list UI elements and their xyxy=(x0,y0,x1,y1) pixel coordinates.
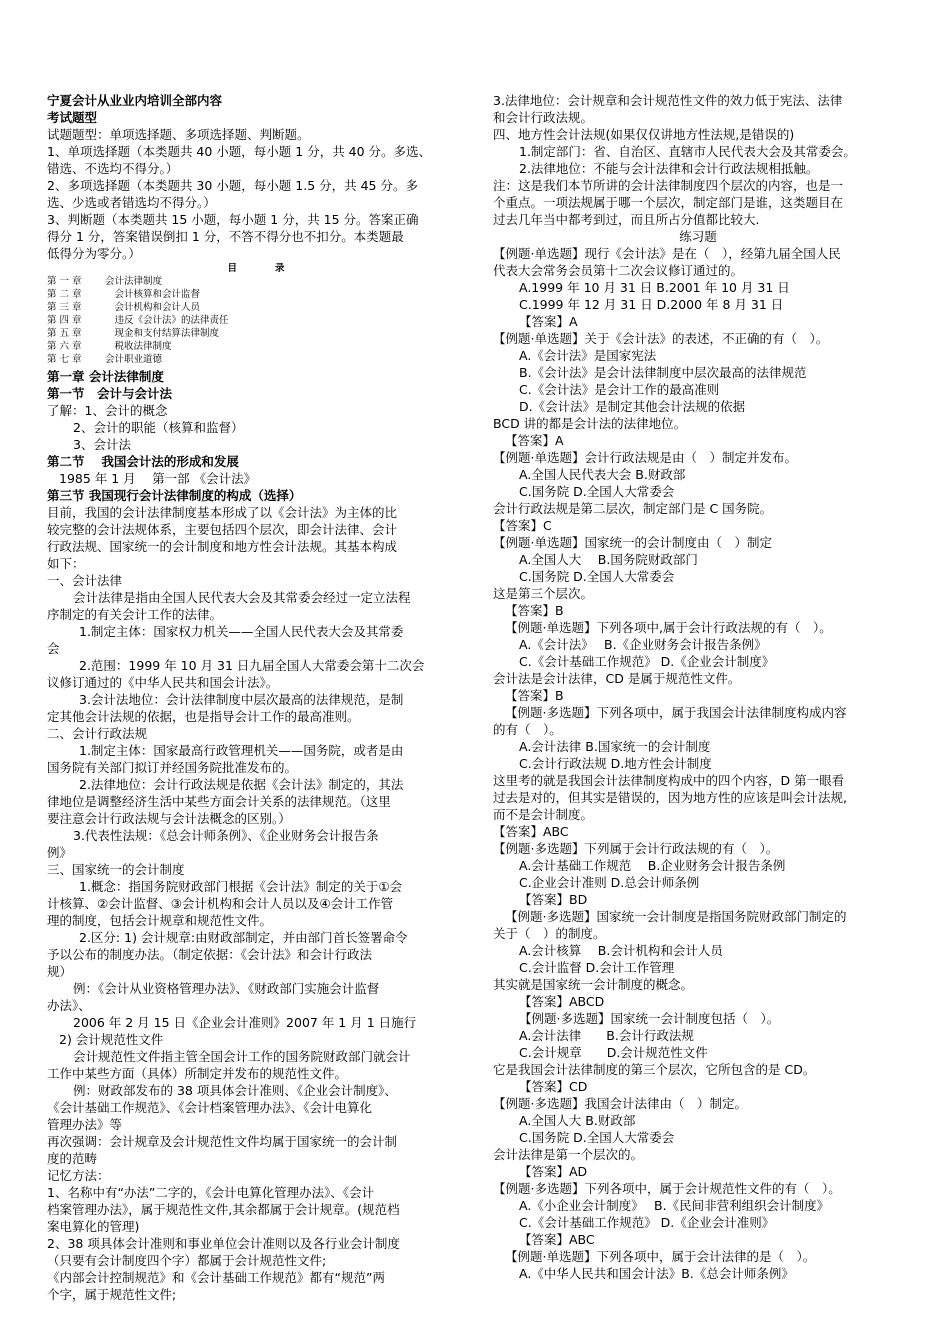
toc-chapter-title: 税收法律制度 xyxy=(105,341,172,352)
right-column xyxy=(493,92,903,1282)
left-text-line: 再次强调：会计规章及会计规范性文件均属于国家统一的会计制 xyxy=(47,1134,398,1149)
left-text-line: 得分 1 分，答案错误倒扣 1 分，不答不得分也不扣分。本类题最 xyxy=(47,229,404,244)
right-text-line: 【答案】ABCD xyxy=(519,994,605,1009)
right-text-line: 【答案】CD xyxy=(519,1079,588,1094)
left-text-line: 行政法规、国家统一的会计制度和地方性会计法规。其基本构成 xyxy=(47,539,398,554)
toc-chapter-title: 会计核算和会计监督 xyxy=(105,289,201,300)
right-text-line: 【例题·多选题】国家统一会计制度包括（ ）。 xyxy=(519,1011,780,1026)
left-text-line: 议修订通过的《中华人民共和国会计法》。 xyxy=(47,675,279,690)
left-text-line: 第一节 会计与会计法 xyxy=(47,386,173,401)
toc-chapter-number: 第 五 章 xyxy=(47,328,82,339)
left-text-line: 如下： xyxy=(47,556,85,571)
right-text-line: D.《会计法》是制定其他会计法规的依据 xyxy=(519,399,746,414)
right-text-line: C.企业会计准则 D.总会计师条例 xyxy=(519,875,700,890)
right-text-line: 过去几年当中都考到过，而且所占分值都比较大. xyxy=(493,212,760,227)
right-text-line: 而不是会计制度。 xyxy=(493,807,594,822)
left-text-line: 目前，我国的会计法律制度基本形成了以《会计法》为主体的比 xyxy=(47,505,398,520)
left-text-line: 目 录 xyxy=(227,263,285,274)
toc-chapter-title: 会计法律制度 xyxy=(105,276,163,287)
right-text-line: 【例题·多选题】下列各项中，属于我国会计法律制度构成内容 xyxy=(505,705,847,720)
left-text-line xyxy=(47,340,465,353)
right-text-line: 【答案】A xyxy=(505,433,564,448)
right-text-line: 【例题·单选题】会计行政法规是由（ ）制定并发布。 xyxy=(493,450,797,465)
left-text-line: 记忆方法： xyxy=(47,1168,110,1183)
right-text-line: A.1999 年 10 月 31 日 B.2001 年 10 月 31 日 xyxy=(519,280,790,295)
left-text-line: 律地位是调整经济生活中某些方面会计关系的法律规范。（这里 xyxy=(47,794,391,809)
left-text-line: 例：《会计从业资格管理办法》、《财政部门实施会计监督 xyxy=(73,981,380,996)
right-text-line: A.会计法律 B.国家统一的会计制度 xyxy=(519,739,711,754)
left-text-line: 计核算、②会计监督、③会计机构和会计人员以及④会计工作管 xyxy=(47,896,394,911)
left-text-line: 1.制定主体：国家最高行政管理机关——国务院，或者是由 xyxy=(79,743,404,758)
left-text-line: 3.会计法地位：会计法律制度中层次最高的法律规范，是制 xyxy=(79,692,404,707)
right-text-line: 四、地方性会计法规(如果仅仅讲地方性法规,是错误的) xyxy=(493,127,795,142)
right-text-line: A.《会计法》 B.《企业财务会计报告条例》 xyxy=(519,637,767,652)
right-text-line: A.《中华人民共和国会计法》B.《总会计师条例》 xyxy=(519,1266,794,1281)
right-text-line: 会计行政法规是第二层次，制定部门是 C 国务院。 xyxy=(493,501,773,516)
toc-chapter-number: 第 六 章 xyxy=(47,341,82,352)
toc-chapter-title: 违反《会计法》的法律责任 xyxy=(105,315,229,326)
left-text-line: 2、会计的职能（核算和监督） xyxy=(73,420,244,435)
left-text-line: 3、判断题（本类题共 15 小题，每小题 1 分，共 15 分。答案正确 xyxy=(47,212,419,227)
right-text-line: 【答案】B xyxy=(505,603,564,618)
right-text-line: A.会计法律 B.会计行政法规 xyxy=(519,1028,694,1043)
right-text-line: 【例题·单选题】下列各项中,属于会计行政法规的有（ ）。 xyxy=(505,620,832,635)
right-text-line: 其实就是国家统一会计制度的概念。 xyxy=(493,977,694,992)
left-text-line: 二、会计行政法规 xyxy=(47,726,148,741)
left-text-line: 序制定的有关会计工作的法律。 xyxy=(47,607,223,622)
left-text-line: 3.代表性法规：《总会计师条例》、《企业财务会计报告条 xyxy=(73,828,379,843)
left-text-line: （只要有会计制度四个字）都属于会计规范性文件; xyxy=(47,1253,327,1268)
right-text-line: 【答案】A xyxy=(519,314,578,329)
left-text-line: 一、会计法律 xyxy=(47,573,123,588)
left-text-line: 规） xyxy=(47,964,73,979)
right-text-line: C.《会计基础工作规范》 D.《企业会计准则》 xyxy=(519,1215,775,1230)
right-text-line: 【例题·多选题】国家统一会计制度是指国务院财政部门制定的 xyxy=(505,909,847,924)
right-text-line: 【例题·单选题】国家统一的会计制度由（ ）制定 xyxy=(493,535,772,550)
toc-chapter-number: 第 四 章 xyxy=(47,315,82,326)
left-text-line: 会计规范性文件指主管全国会计工作的国务院财政部门就会计 xyxy=(73,1049,411,1064)
left-text-line: 予以公布的制度办法。（制定依据：《会计法》和会计行政法 xyxy=(47,947,373,962)
right-text-line: 这里考的就是我国会计法律制度构成中的四个内容，D 第一眼看 xyxy=(493,773,845,788)
right-text-line: 【答案】ABC xyxy=(493,824,569,839)
left-text-line: 会计法律是指由全国人民代表大会及其常委会经过一定立法程 xyxy=(73,590,411,605)
left-text-line: 了解：1、会计的概念 xyxy=(47,403,168,418)
right-text-line: 【答案】B xyxy=(505,688,564,703)
left-text-line: 《会计基础工作规范》、《会计档案管理办法》、《会计电算化 xyxy=(47,1100,373,1115)
left-text-line: 2.区分: 1) 会计规章:由财政部制定，并由部门首长签署命令 xyxy=(79,930,408,945)
right-text-line: 过去是对的，但其实是错误的，因为地方性的应该是叫会计法规, xyxy=(493,790,847,805)
left-text-line: 3、会计法 xyxy=(73,437,131,452)
left-text-line xyxy=(47,327,465,340)
left-text-line: 2) 会计规范性文件 xyxy=(59,1032,164,1047)
right-text-line: 2.法律地位：不能与会计法律和会计行政法规相抵触。 xyxy=(519,161,819,176)
left-text-line: 低得分为零分。） xyxy=(47,246,141,261)
toc-chapter-title: 会计职业道德 xyxy=(105,354,163,365)
left-text-line: 个字，属于规范性文件; xyxy=(47,1287,177,1302)
right-text-line: 【答案】BD xyxy=(519,892,588,907)
left-text-line: 定其他会计法规的依据，也是指导会计工作的最高准则。 xyxy=(47,709,360,724)
left-text-line: 试题题型：单项选择题、多项选择题、判断题。 xyxy=(47,127,310,142)
left-text-line: 2.范围：1999 年 10 月 31 日九届全国人大常委会第十二次会 xyxy=(79,658,425,673)
right-text-line: A.全国人大 B.财政部 xyxy=(519,1113,636,1128)
left-text-line: 档案管理办法》，属于规范性文件,其余都属于会计规章。(规范档 xyxy=(47,1202,400,1217)
left-text-line: 错选、不选均不得分。） xyxy=(47,161,179,176)
right-text-line: 代表大会常务会员第十二次会议修订通过的。 xyxy=(493,263,744,278)
right-text-line: 个重点。一项法规属于哪一个层次，制定部门是谁，这类题目在 xyxy=(493,195,844,210)
right-text-line: 关于（ ）的制度。 xyxy=(493,926,606,941)
left-text-line: 宁夏会计从业业内培训全部内容 xyxy=(47,93,223,108)
left-text-line: 国务院有关部门拟订并经国务院批准发布的。 xyxy=(47,760,298,775)
right-text-line: 【例题·多选题】我国会计法律由（ ）制定。 xyxy=(493,1096,747,1111)
right-text-line: 的有（ ）。 xyxy=(493,722,562,737)
left-text-line: 较完整的会计法规体系，主要包括四个层次，即会计法律、会计 xyxy=(47,522,398,537)
left-text-line: 例：财政部发布的 38 项具体会计准则、《企业会计制度》、 xyxy=(73,1083,397,1098)
right-text-line: 注：这是我们本节所讲的会计法律制度四个层次的内容，也是一 xyxy=(493,178,844,193)
right-text-line: 它是我国会计法律制度的第三个层次，它所包含的是 CD。 xyxy=(493,1062,816,1077)
right-text-line: A.《小企业会计制度》 B.《民间非营利组织会计制度》 xyxy=(519,1198,830,1213)
left-text-line: 办法》、 xyxy=(47,998,91,1013)
left-text-line: 例》 xyxy=(47,845,73,860)
left-text-line xyxy=(47,353,465,366)
right-text-line: 【答案】C xyxy=(493,518,552,533)
left-text-line: 第一章 会计法律制度 xyxy=(47,369,164,384)
right-text-line: 1.制定部门：省、自治区、直辖市人民代表大会及其常委会。 xyxy=(519,144,856,159)
left-text-line xyxy=(47,275,465,288)
left-text-line: 会 xyxy=(47,641,60,656)
left-text-line: 1.概念：指国务院财政部门根据《会计法》制定的关于①会 xyxy=(79,879,403,894)
right-text-line: C.会计行政法规 D.地方性会计制度 xyxy=(519,756,712,771)
right-text-line: 会计法律是第一个层次的。 xyxy=(493,1147,644,1162)
left-text-line: 三、国家统一的会计制度 xyxy=(47,862,185,877)
left-text-line: 理的制度，包括会计规章和规范性文件。 xyxy=(47,913,273,928)
right-text-line: 【例题·多选题】下列各项中，属于会计规范性文件的有（ ）。 xyxy=(493,1181,841,1196)
left-text-line: 2006 年 2 月 15 日《企业会计准则》2007 年 1 月 1 日施行 xyxy=(73,1015,417,1030)
left-text-line xyxy=(47,301,465,314)
left-text-line xyxy=(47,288,465,301)
toc-chapter-title: 现金和支付结算法律制度 xyxy=(105,328,220,339)
left-text-line: 1985 年 1 月 第一部 《会计法》 xyxy=(59,471,257,486)
left-text-line: 1、名称中有“办法”二字的，《会计电算化管理办法》、《会计 xyxy=(47,1185,375,1200)
right-text-line: C.会计规章 D.会计规范性文件 xyxy=(519,1045,708,1060)
left-text-line: 2、38 项具体会计准则和事业单位会计准则以及各行业会计制度 xyxy=(47,1236,400,1251)
right-text-line: 【答案】AD xyxy=(519,1164,588,1179)
toc-chapter-number: 第 二 章 xyxy=(47,289,82,300)
toc-chapter-number: 第 三 章 xyxy=(47,302,82,313)
right-text-line: 这是第三个层次。 xyxy=(493,586,594,601)
right-text-line: A.全国人大 B.国务院财政部门 xyxy=(519,552,698,567)
left-text-line: 2、多项选择题（本类题共 30 小题，每小题 1.5 分，共 45 分。多 xyxy=(47,178,418,193)
left-text-line: 第二节 我国会计法的形成和发展 xyxy=(47,454,239,469)
left-text-line: 要注意会计行政法规与会计法概念的区别。） xyxy=(47,811,291,826)
right-text-line: C.《会计基础工作规范》 D.《企业会计制度》 xyxy=(519,654,775,669)
right-text-line: C.《会计法》是会计工作的最高准则 xyxy=(519,382,720,397)
right-text-line: 【例题·单选题】现行《会计法》是在（ ），经第九届全国人民 xyxy=(493,246,841,261)
left-text-line: 1.制定主体：国家权力机关——全国人民代表大会及其常委 xyxy=(79,624,404,639)
left-text-line: 工作中某些方面（具体）所制定并发布的规范性文件。 xyxy=(47,1066,348,1081)
right-text-line: 3.法律地位：会计规章和会计规范性文件的效力低于宪法、法律 xyxy=(493,93,843,108)
right-text-line: A.会计基础工作规范 B.企业财务会计报告条例 xyxy=(519,858,786,873)
right-text-line: 会计法是会计法律，CD 是属于规范性文件。 xyxy=(493,671,741,686)
left-text-line: 1、单项选择题（本类题共 40 小题，每小题 1 分，共 40 分。多选、 xyxy=(47,144,432,159)
right-text-line: 【答案】ABC xyxy=(519,1232,595,1247)
right-text-line: 【例题·单选题】关于《会计法》的表述，不正确的有（ ）。 xyxy=(493,331,829,346)
right-text-line: BCD 讲的都是会计法的法律地位。 xyxy=(493,416,687,431)
left-text-line: 管理办法》等 xyxy=(47,1117,123,1132)
right-text-line: 【例题·多选题】下列属于会计行政法规的有（ ）。 xyxy=(493,841,779,856)
right-text-line: 练习题 xyxy=(679,229,717,244)
left-text-line xyxy=(47,314,465,327)
toc-chapter-title: 会计机构和会计人员 xyxy=(105,302,201,313)
left-text-line: 第三节 我国现行会计法律制度的构成（选择） xyxy=(47,488,302,503)
left-column xyxy=(47,92,465,1303)
right-text-line: C.国务院 D.全国人大常委会 xyxy=(519,484,675,499)
left-text-line: 度的范畴 xyxy=(47,1151,98,1166)
toc-chapter-number: 第 七 章 xyxy=(47,354,82,365)
right-text-line: A.《会计法》是国家宪法 xyxy=(519,348,657,363)
left-text-line: 2.法律地位：会计行政法规是依据《会计法》制定的，其法 xyxy=(79,777,404,792)
right-text-line: A.会计核算 B.会计机构和会计人员 xyxy=(519,943,723,958)
left-text-line: 考试题型 xyxy=(47,110,98,125)
right-text-line: C.会计监督 D.会计工作管理 xyxy=(519,960,675,975)
left-text-line: 案电算化的管理) xyxy=(47,1219,140,1234)
right-text-line: B.《会计法》是会计法律制度中层次最高的法律规范 xyxy=(519,365,807,380)
toc-chapter-number: 第 一 章 xyxy=(47,276,82,287)
right-text-line: C.国务院 D.全国人大常委会 xyxy=(519,569,675,584)
right-text-line: C.国务院 D.全国人大常委会 xyxy=(519,1130,675,1145)
right-text-line: 和会计行政法规。 xyxy=(493,110,594,125)
right-text-line: 【例题·单选题】下列各项中，属于会计法律的是（ ）。 xyxy=(505,1249,816,1264)
right-text-line: A.全国人民代表大会 B.财政部 xyxy=(519,467,686,482)
left-text-line: 选、少选或者错选均不得分。） xyxy=(47,195,216,210)
left-text-line: 《内部会计控制规范》和《会计基础工作规范》都有“规范”两 xyxy=(47,1270,385,1285)
right-text-line: C.1999 年 12 月 31 日 D.2000 年 8 月 31 日 xyxy=(519,297,784,312)
